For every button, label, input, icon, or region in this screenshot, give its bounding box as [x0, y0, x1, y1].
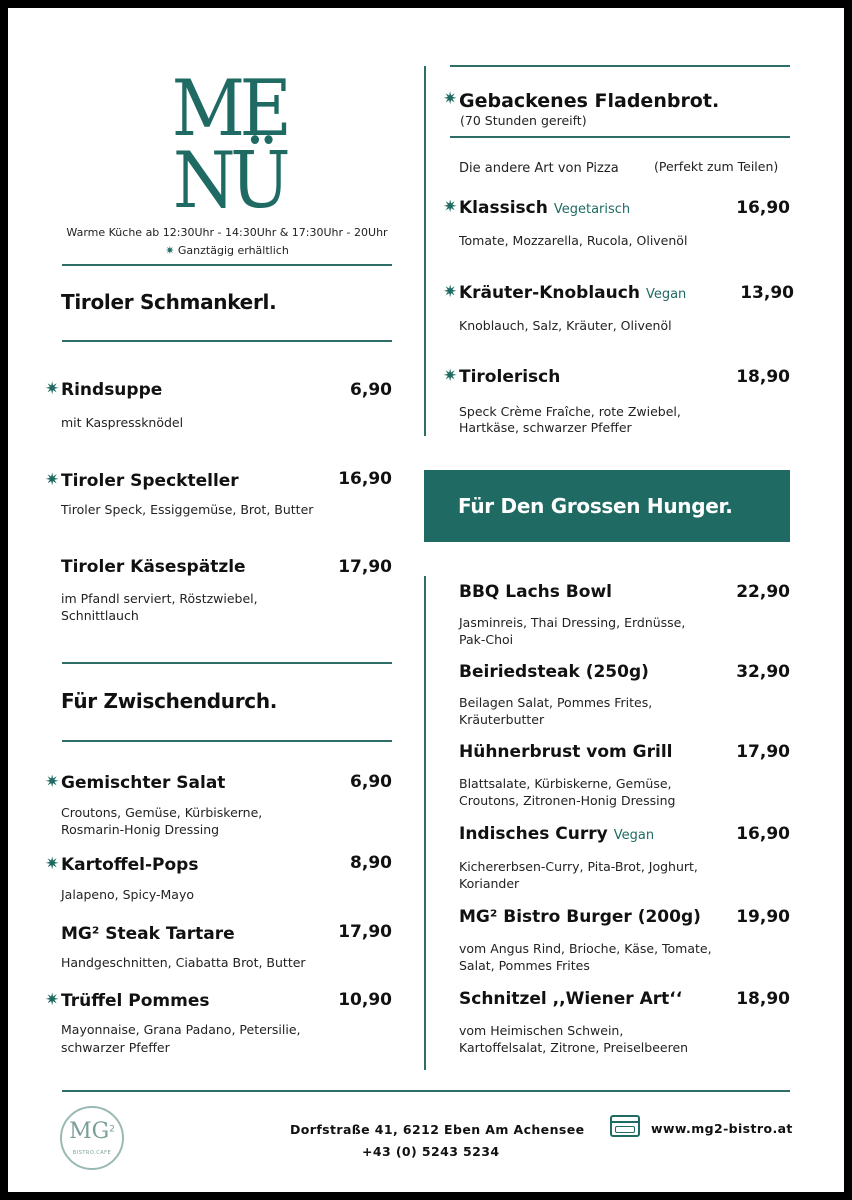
- divider: [62, 264, 392, 266]
- section-intro-note: (Perfekt zum Teilen): [654, 159, 779, 174]
- star-icon: ✷: [45, 772, 60, 792]
- menu-item-name: ✷ Tirolerisch: [443, 366, 561, 387]
- menu-item-price: 8,90: [350, 853, 392, 873]
- mg2-logo: [60, 1106, 124, 1170]
- menu-item-desc: Kräuterbutter: [459, 712, 545, 727]
- menu-item-name: ✷ Kartoffel-Pops: [45, 854, 199, 875]
- diet-tag: Vegetarisch: [553, 202, 631, 217]
- menu-item-name: ✷ Kräuter-Knoblauch Vegan: [443, 282, 687, 303]
- menu-item-desc: Jalapeno, Spicy-Mayo: [61, 887, 195, 902]
- diet-tag: Vegan: [613, 828, 655, 843]
- divider: [62, 340, 392, 342]
- section-title-fladenbrot: ✷ Gebackenes Fladenbrot.: [443, 89, 720, 112]
- menu-item-name: ✷ Tiroler Speckteller: [45, 470, 239, 491]
- website-link[interactable]: www.mg2-bistro.at: [651, 1121, 793, 1136]
- menu-item-name: Indisches Curry Vegan: [459, 824, 655, 844]
- menu-item-desc: Beilagen Salat, Pommes Frites,: [459, 695, 653, 710]
- star-icon: ✷: [443, 282, 458, 302]
- menu-item-desc: Speck Crème Fraîche, rote Zwiebel,: [459, 404, 681, 419]
- menu-item-name: ✷ Klassisch Vegetarisch: [443, 197, 631, 218]
- menu-item-desc: vom Angus Rind, Brioche, Käse, Tomate,: [459, 941, 712, 956]
- logo-subtext: BISTRO.CAFE: [72, 1150, 112, 1156]
- website-icon: [610, 1115, 640, 1137]
- menu-item-desc: mit Kaspressknödel: [61, 415, 184, 430]
- menu-item-name: Tiroler Käsespätzle: [61, 557, 246, 577]
- star-icon: ✷: [45, 379, 60, 399]
- column-divider: [424, 576, 426, 1070]
- menu-item-name: ✷ Trüffel Pommes: [45, 990, 210, 1011]
- menu-item-name: Beiriedsteak (250g): [459, 662, 649, 682]
- menu-item-name: MG² Steak Tartare: [61, 924, 235, 944]
- menu-item-desc: Kartoffelsalat, Zitrone, Preiselbeeren: [459, 1040, 689, 1055]
- menu-item-price: 6,90: [350, 380, 392, 400]
- menu-item-desc: Mayonnaise, Grana Padano, Petersilie,: [61, 1022, 301, 1037]
- kitchen-hours: Warme Küche ab 12:30Uhr - 14:30Uhr & 17:30Uhr - 20Uhr: [66, 226, 388, 239]
- diet-tag: Vegan: [645, 287, 687, 302]
- menu-item-name: ✷ Gemischter Salat: [45, 772, 226, 793]
- section-subtitle: (70 Stunden gereift): [460, 113, 587, 128]
- menu-item-name: ✷ Rindsuppe: [45, 379, 163, 400]
- menu-item-desc: Blattsalate, Kürbiskerne, Gemüse,: [459, 776, 672, 791]
- star-icon: ✷: [443, 197, 458, 217]
- menu-item-price: 19,90: [736, 907, 790, 927]
- menu-item-price: 6,90: [350, 772, 392, 792]
- all-day-note-text: Ganztägig erhältlich: [177, 244, 289, 257]
- menu-item-price: 17,90: [736, 742, 790, 762]
- menu-item-desc: Knoblauch, Salz, Kräuter, Olivenöl: [459, 318, 672, 333]
- column-divider: [424, 66, 426, 436]
- menu-item-name: BBQ Lachs Bowl: [459, 582, 612, 602]
- menu-item-desc: Rosmarin-Honig Dressing: [61, 822, 220, 837]
- menu-title-line2: NÜ: [172, 136, 286, 226]
- menu-item-desc: Hartkäse, schwarzer Pfeffer: [459, 420, 632, 435]
- logo-sup: 2: [109, 1124, 115, 1135]
- menu-item-desc: vom Heimischen Schwein,: [459, 1023, 624, 1038]
- star-icon: ✷: [443, 366, 458, 386]
- section-title-zwischendurch: Für Zwischendurch.: [61, 689, 278, 713]
- divider: [450, 65, 790, 67]
- star-icon: ✷: [45, 470, 60, 490]
- menu-item-price: 18,90: [736, 367, 790, 387]
- divider: [62, 740, 392, 742]
- logo-text: MG: [69, 1119, 110, 1144]
- menu-item-name: Hühnerbrust vom Grill: [459, 742, 673, 762]
- menu-item-desc: Pak-Choi: [459, 632, 514, 647]
- phone-number[interactable]: +43 (0) 5243 5234: [362, 1144, 500, 1159]
- all-day-note: [62, 244, 392, 257]
- menu-item-desc: Croutons, Zitronen-Honig Dressing: [459, 793, 676, 808]
- divider: [450, 136, 790, 138]
- menu-item-desc: Tiroler Speck, Essiggemüse, Brot, Butter: [61, 502, 314, 517]
- section-banner-grosser-hunger: Für Den Grossen Hunger.: [424, 470, 790, 542]
- star-icon: ✷: [165, 244, 175, 257]
- menu-item-desc: Kichererbsen-Curry, Pita-Brot, Joghurt,: [459, 859, 698, 874]
- section-intro: Die andere Art von Pizza: [459, 161, 619, 176]
- divider: [62, 662, 392, 664]
- menu-item-price: 32,90: [736, 662, 790, 682]
- menu-item-price: 16,90: [338, 469, 392, 489]
- menu-item-desc: Salat, Pommes Frites: [459, 958, 590, 973]
- menu-item-desc: Handgeschnitten, Ciabatta Brot, Butter: [61, 955, 306, 970]
- star-icon: ✷: [45, 854, 60, 874]
- menu-page: [8, 8, 844, 1192]
- menu-item-desc: schwarzer Pfeffer: [61, 1040, 170, 1055]
- address: Dorfstraße 41, 6212 Eben Am Achensee: [290, 1122, 585, 1137]
- star-icon: ✷: [443, 89, 458, 109]
- menu-item-desc: im Pfandl serviert, Röstzwiebel,: [61, 591, 258, 606]
- menu-item-price: 22,90: [736, 582, 790, 602]
- menu-item-price: 18,90: [736, 989, 790, 1009]
- menu-item-name: Schnitzel ,,Wiener Art‘‘: [459, 989, 683, 1009]
- menu-title-line1: ME: [171, 64, 287, 154]
- footer-divider: [62, 1090, 790, 1092]
- menu-item-price: 16,90: [736, 198, 790, 218]
- menu-item-desc: Tomate, Mozzarella, Rucola, Olivenöl: [459, 233, 688, 248]
- menu-item-desc: Jasminreis, Thai Dressing, Erdnüsse,: [459, 615, 686, 630]
- section-title-tiroler: Tiroler Schmankerl.: [61, 290, 277, 314]
- menu-item-name: MG² Bistro Burger (200g): [459, 907, 701, 927]
- menu-item-price: 17,90: [338, 922, 392, 942]
- menu-item-price: 10,90: [338, 990, 392, 1010]
- menu-item-desc: Koriander: [459, 876, 520, 891]
- menu-item-price: 17,90: [338, 557, 392, 577]
- star-icon: ✷: [45, 990, 60, 1010]
- menu-item-desc: Schnittlauch: [61, 608, 139, 623]
- menu-item-price: 16,90: [736, 824, 790, 844]
- menu-item-desc: Croutons, Gemüse, Kürbiskerne,: [61, 805, 263, 820]
- menu-item-price: 13,90: [740, 283, 794, 303]
